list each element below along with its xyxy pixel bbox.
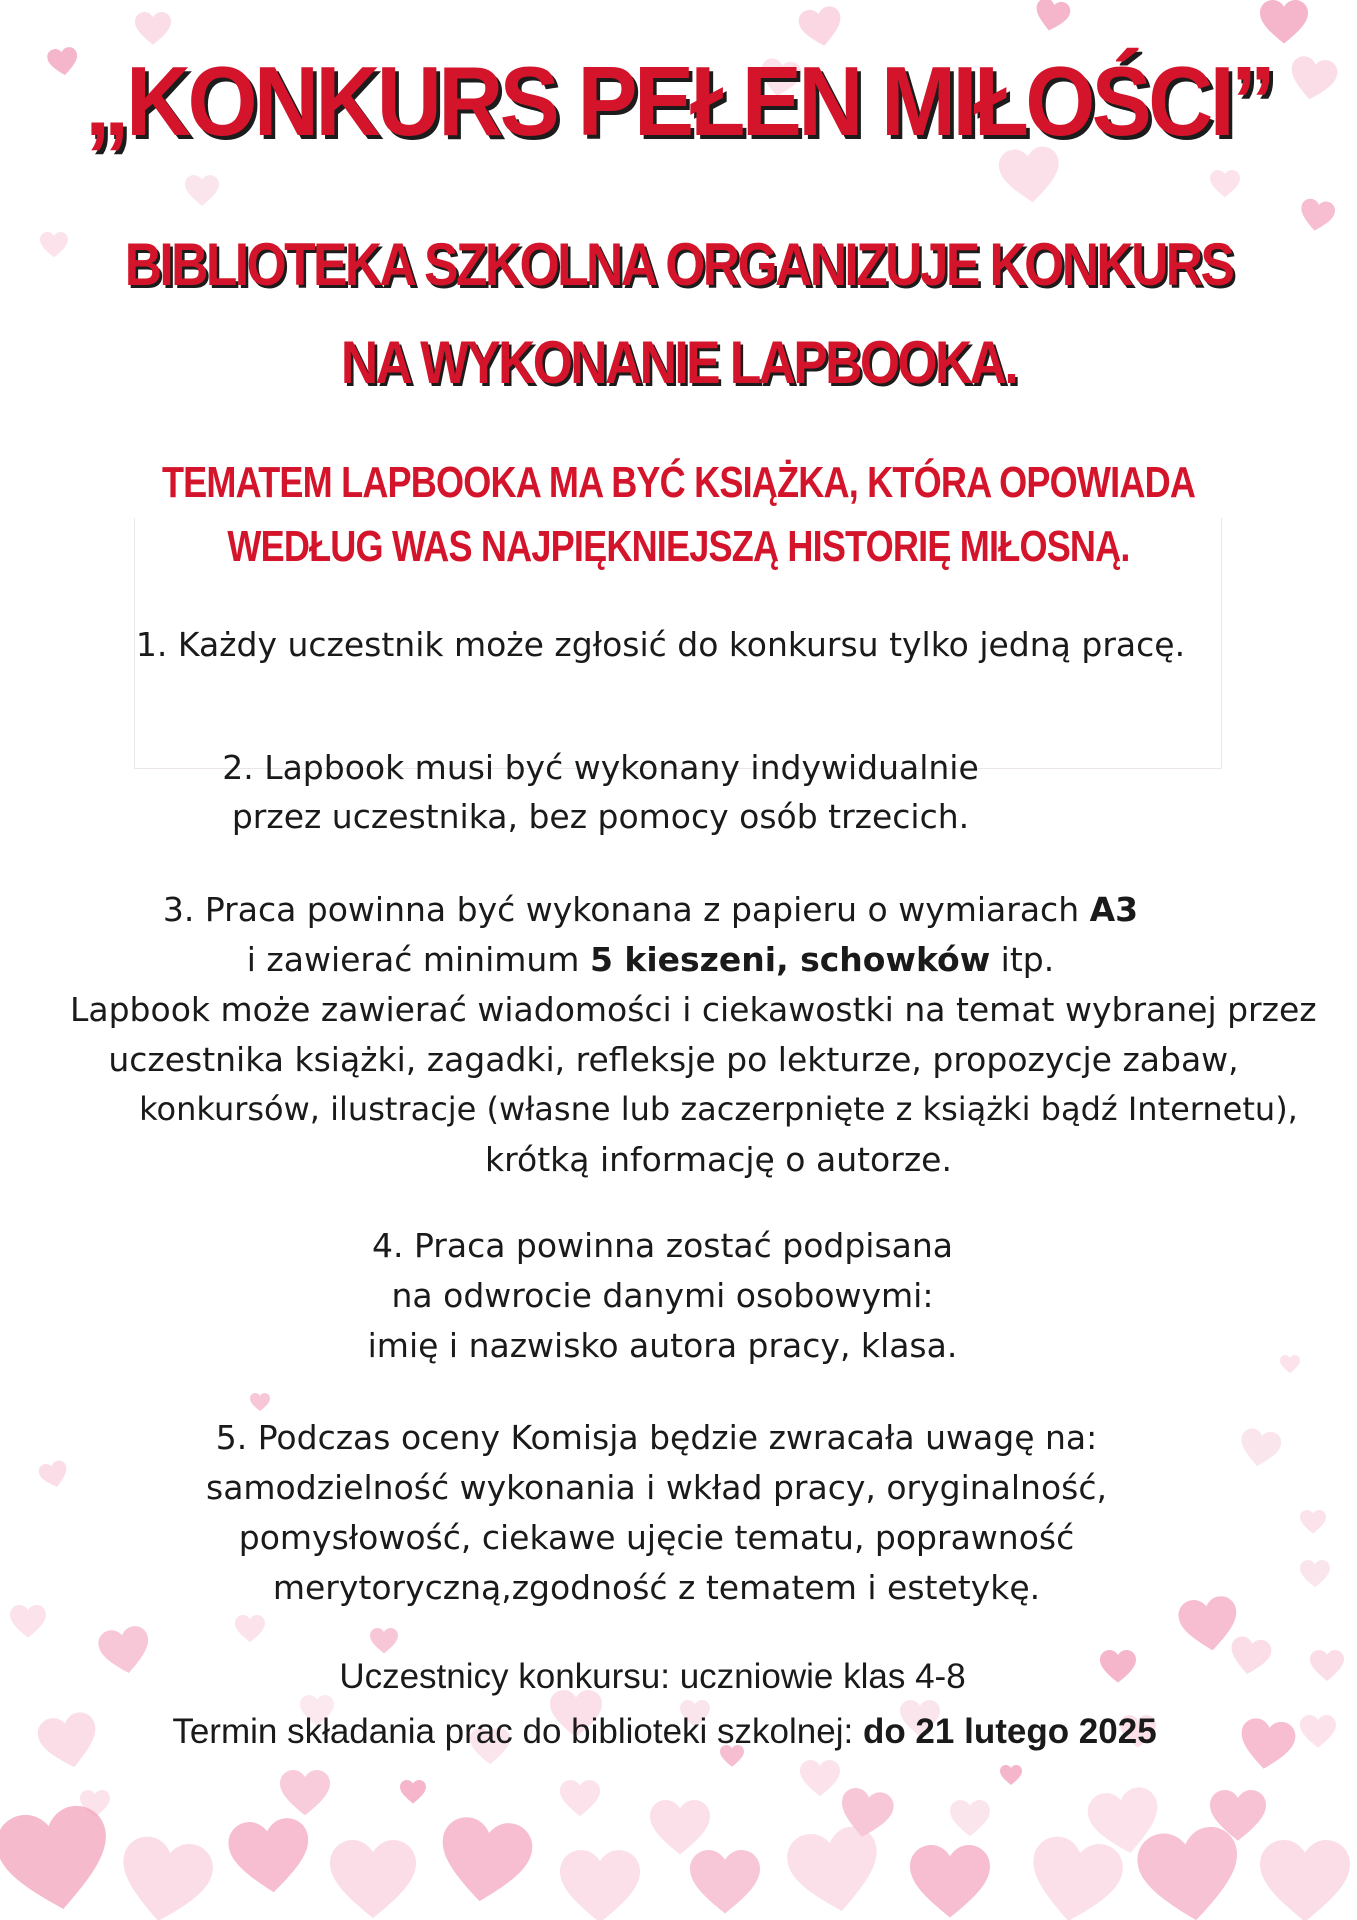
rule-4-line-2: na odwrocie danymi osobowymi:	[391, 1276, 934, 1315]
rule-3-line-1	[0, 890, 1329, 929]
heart-icon	[10, 1605, 46, 1639]
rule-3-format: A3	[1089, 890, 1139, 929]
heart-icon	[135, 12, 171, 46]
rule-3-line-5: konkursów, ilustracje (własne lub zaczerpnięte z książki bądź Internetu),	[139, 1090, 1298, 1128]
heart-icon	[0, 1801, 118, 1920]
rule-5-line-1: 5. Podczas oceny Komisja będzie zwracała uwagę na:	[215, 1418, 1098, 1457]
heart-icon	[113, 1833, 216, 1920]
heart-icon	[226, 1816, 313, 1899]
heart-icon	[185, 175, 219, 207]
deadline-label: Termin składania prac do biblioteki szkolnej:	[172, 1712, 863, 1751]
heart-icon	[797, 5, 845, 51]
rule-5-line-2: samodzielność wykonania i wkład pracy, oryginalność,	[206, 1468, 1107, 1507]
subtitle-line-2: NA WYKONANIE LAPBOOKA.	[340, 329, 1017, 396]
heart-icon	[1210, 170, 1240, 198]
heart-icon	[1032, 0, 1072, 35]
heart-icon	[783, 1823, 886, 1920]
heart-icon	[650, 1800, 710, 1856]
heart-icon	[1260, 0, 1308, 45]
rule-2-line-1: 2. Lapbook musi być wykonany indywidualnie	[222, 748, 979, 787]
heart-icon	[800, 1760, 840, 1798]
deadline-line	[0, 1712, 1343, 1752]
rule-3-line-3: Lapbook może zawierać wiadomości i ciekawostki na temat wybranej przez	[70, 990, 1317, 1029]
rule-3-pockets: 5 kieszeni, schowków	[589, 940, 991, 979]
heart-icon	[910, 1845, 990, 1920]
heart-icon	[435, 1814, 536, 1910]
rule-3-line-2	[0, 940, 1329, 979]
heart-icon	[250, 1393, 270, 1412]
heart-icon	[560, 1850, 640, 1920]
heart-icon	[690, 1850, 760, 1916]
rule-1: 1. Każdy uczestnik może zgłosić do konkursu tylko jedną pracę.	[135, 625, 1186, 664]
heart-icon	[560, 1780, 600, 1818]
heart-icon	[400, 1780, 426, 1804]
heart-icon	[280, 1770, 330, 1817]
poster-title: „KONKURS PEŁEN MIŁOŚCI”	[84, 46, 1273, 156]
heart-icon	[235, 1615, 265, 1643]
theme-line-1: TEMATEM LAPBOOKA MA BYĆ KSIĄŻKA, KTÓRA OPOWIADA	[161, 458, 1196, 507]
deadline-date: do 21 lutego 2025	[862, 1712, 1157, 1751]
heart-icon	[1297, 197, 1336, 234]
rule-5-line-3: pomysłowość, ciekawe ujęcie tematu, poprawność	[238, 1518, 1075, 1557]
heart-icon	[370, 1628, 398, 1654]
heart-icon	[1000, 1765, 1022, 1786]
heart-icon	[40, 232, 68, 258]
heart-icon	[330, 1840, 416, 1920]
rule-3-text: itp.	[990, 940, 1055, 979]
rule-3-text: 3. Praca powinna być wykonana z papieru o wymiarach	[162, 890, 1090, 929]
participants-line: Uczestnicy konkursu: uczniowie klas 4-8	[339, 1657, 966, 1696]
theme-line-2: WEDŁUG WAS NAJPIĘKNIEJSZĄ HISTORIĘ MIŁOSNĄ.	[227, 522, 1130, 571]
heart-icon	[1023, 1833, 1126, 1920]
rule-2-line-2: przez uczestnika, bez pomocy osób trzecich.	[231, 797, 970, 836]
rule-3-line-6: krótką informację o autorze.	[485, 1140, 952, 1179]
rule-3-line-4: uczestnika książki, zagadki, refleksje po lekturze, propozycje zabaw,	[108, 1040, 1239, 1079]
heart-icon	[1260, 1840, 1350, 1920]
subtitle-line-1: BIBLIOTEKA SZKOLNA ORGANIZUJE KONKURS	[124, 231, 1233, 298]
rule-4-line-1: 4. Praca powinna zostać podpisana	[371, 1226, 954, 1265]
rule-4-line-3: imię i nazwisko autora pracy, klasa.	[367, 1326, 958, 1365]
rule-3-text: i zawierać minimum	[246, 940, 590, 979]
heart-icon	[950, 1800, 990, 1838]
rule-5-line-4: merytoryczną,zgodność z tematem i estetykę.	[272, 1568, 1041, 1607]
heart-icon	[1134, 1823, 1246, 1920]
